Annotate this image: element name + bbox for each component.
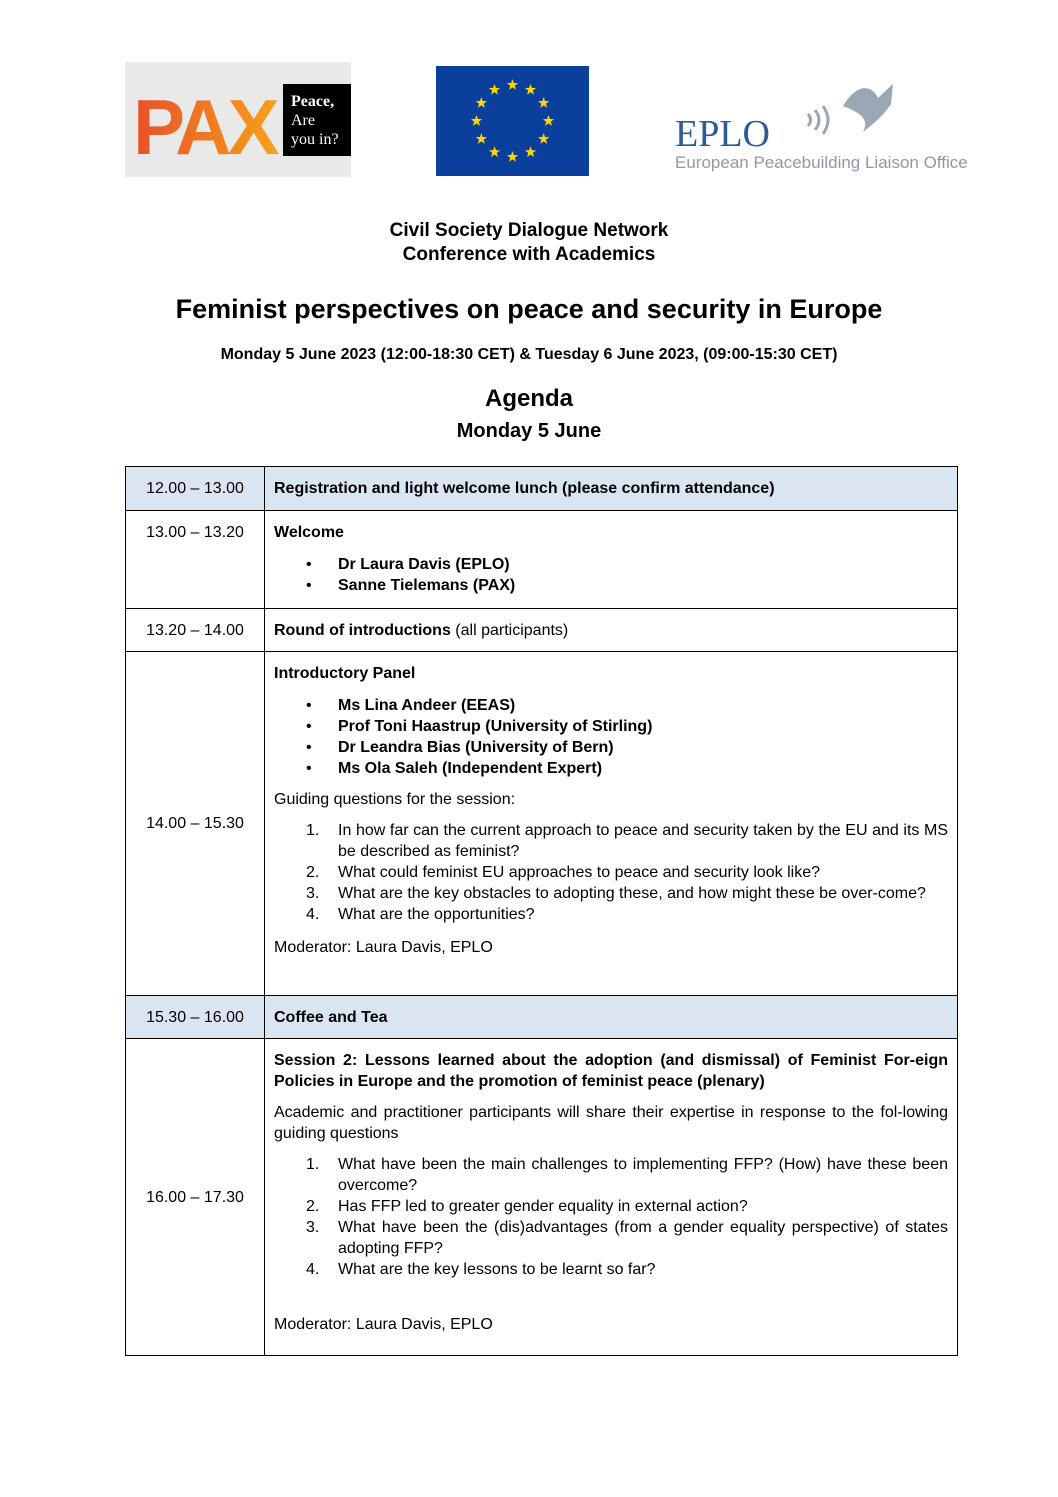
row-content xyxy=(265,1039,958,1356)
row-time: 15.30 – 16.00 xyxy=(126,996,265,1039)
eu-star-icon xyxy=(538,97,549,108)
eu-star-icon xyxy=(489,84,500,95)
row-content xyxy=(265,652,958,996)
question-number: 3. xyxy=(306,885,320,902)
eu-star-icon xyxy=(525,146,536,157)
row-time: 14.00 – 15.30 xyxy=(126,652,265,996)
logo-bar xyxy=(125,62,968,178)
list-item xyxy=(274,1259,948,1280)
eplo-logo xyxy=(673,76,968,176)
agenda-row xyxy=(126,652,958,996)
agenda-table xyxy=(125,466,958,1356)
list-item xyxy=(274,883,948,904)
eu-flag-logo xyxy=(436,66,589,176)
event-dates: Monday 5 June 2023 (12:00-18:30 CET) & Tuesday 6 June 2023, (09:00-15:30 CET) xyxy=(220,346,838,363)
network-line-1: Civil Society Dialogue Network xyxy=(389,220,669,241)
list-item xyxy=(274,904,948,925)
eu-star-icon xyxy=(507,79,518,90)
agenda-row xyxy=(126,1039,958,1356)
question-text: What could feminist EU approaches to peace and security look like? xyxy=(338,864,821,881)
row-content xyxy=(265,511,958,609)
question-text: What are the key lessons to be learnt so far? xyxy=(338,1261,656,1278)
question-text: What have been the (dis)advantages (from a gender equality perspective) of states adopting FFP? xyxy=(338,1219,948,1257)
row-title: Coffee and Tea xyxy=(265,996,958,1039)
list-item xyxy=(274,820,948,862)
list-item: • Dr Laura Davis (EPLO) xyxy=(274,554,948,575)
question-number: 2. xyxy=(306,864,320,881)
question-text: What are the opportunities? xyxy=(338,906,535,923)
question-list xyxy=(274,820,948,925)
agenda-row xyxy=(126,467,958,511)
list-item: • Prof Toni Haastrup (University of Stirling) xyxy=(274,716,948,737)
pax-tagline-3: you in? xyxy=(291,131,339,148)
row-time: 12.00 – 13.00 xyxy=(126,467,265,511)
eu-star-icon xyxy=(476,133,487,144)
question-number: 4. xyxy=(306,906,320,923)
list-item: • Ms Ola Saleh (Independent Expert) xyxy=(274,758,948,779)
question-list xyxy=(274,1154,948,1280)
row-note: (all participants) xyxy=(450,622,569,639)
row-title: Round of introductions xyxy=(274,622,451,639)
agenda-row xyxy=(126,996,958,1039)
row-time: 13.00 – 13.20 xyxy=(126,511,265,609)
question-number: 1. xyxy=(306,1156,320,1173)
row-time: 13.20 – 14.00 xyxy=(126,609,265,652)
row-content xyxy=(265,609,958,652)
eu-star-icon xyxy=(489,146,500,157)
list-item xyxy=(274,862,948,883)
row-title: Introductory Panel xyxy=(274,665,416,682)
row-title: Registration and light welcome lunch (please confirm attendance) xyxy=(265,467,958,511)
eu-star-icon xyxy=(525,84,536,95)
question-text: What are the key obstacles to adopting these, and how might these be over-come? xyxy=(338,885,926,902)
network-line-2: Conference with Academics xyxy=(402,244,656,265)
pax-wordmark: PAX xyxy=(133,83,276,171)
agenda-heading: Agenda xyxy=(484,385,573,412)
questions-intro: Guiding questions for the session: xyxy=(274,791,516,808)
question-text: Has FFP led to greater gender equality in external action? xyxy=(338,1198,748,1215)
speaker-list xyxy=(274,554,948,596)
list-item xyxy=(274,1217,948,1259)
eplo-acronym: EPLO xyxy=(675,113,770,155)
eu-star-icon xyxy=(476,97,487,108)
list-item xyxy=(274,1196,948,1217)
list-item: • Ms Lina Andeer (EEAS) xyxy=(274,695,948,716)
agenda-row xyxy=(126,511,958,609)
question-number: 3. xyxy=(306,1219,320,1236)
list-item xyxy=(274,1154,948,1196)
question-number: 1. xyxy=(306,822,320,839)
session-intro: Academic and practitioner participants will share their expertise in response to the fol-lowing guiding questions xyxy=(274,1104,948,1142)
moderator: Moderator: Laura Davis, EPLO xyxy=(274,939,493,956)
day-heading: Monday 5 June xyxy=(456,420,602,442)
speaker-list xyxy=(274,695,948,779)
question-number: 2. xyxy=(306,1198,320,1215)
eu-star-icon xyxy=(471,115,482,126)
agenda-row xyxy=(126,609,958,652)
moderator: Moderator: Laura Davis, EPLO xyxy=(274,1316,493,1333)
eu-star-icon xyxy=(543,115,554,126)
eu-star-icon xyxy=(507,151,518,162)
question-text: In how far can the current approach to peace and security taken by the EU and its MS be described as feminist? xyxy=(338,822,948,860)
page-title: Feminist perspectives on peace and security in Europe xyxy=(175,294,883,324)
question-text: What have been the main challenges to implementing FFP? (How) have these been overcome? xyxy=(338,1156,948,1194)
eplo-full-name: European Peacebuilding Liaison Office xyxy=(675,153,968,172)
pax-logo xyxy=(125,62,351,177)
question-number: 4. xyxy=(306,1261,320,1278)
dove-icon xyxy=(843,84,893,132)
list-item: • Dr Leandra Bias (University of Bern) xyxy=(274,737,948,758)
row-time: 16.00 – 17.30 xyxy=(126,1039,265,1356)
pax-tagline-2: Are xyxy=(291,112,315,129)
eu-star-icon xyxy=(538,133,549,144)
pax-tagline-1: Peace, xyxy=(291,93,335,110)
network-heading xyxy=(0,219,1058,267)
row-title: Session 2: Lessons learned about the adoption (and dismissal) of Feminist For-eign Policies in Europe and the promotion of feminist peace (plenary) xyxy=(274,1052,948,1090)
list-item: • Sanne Tielemans (PAX) xyxy=(274,575,948,596)
row-title: Welcome xyxy=(274,524,344,541)
